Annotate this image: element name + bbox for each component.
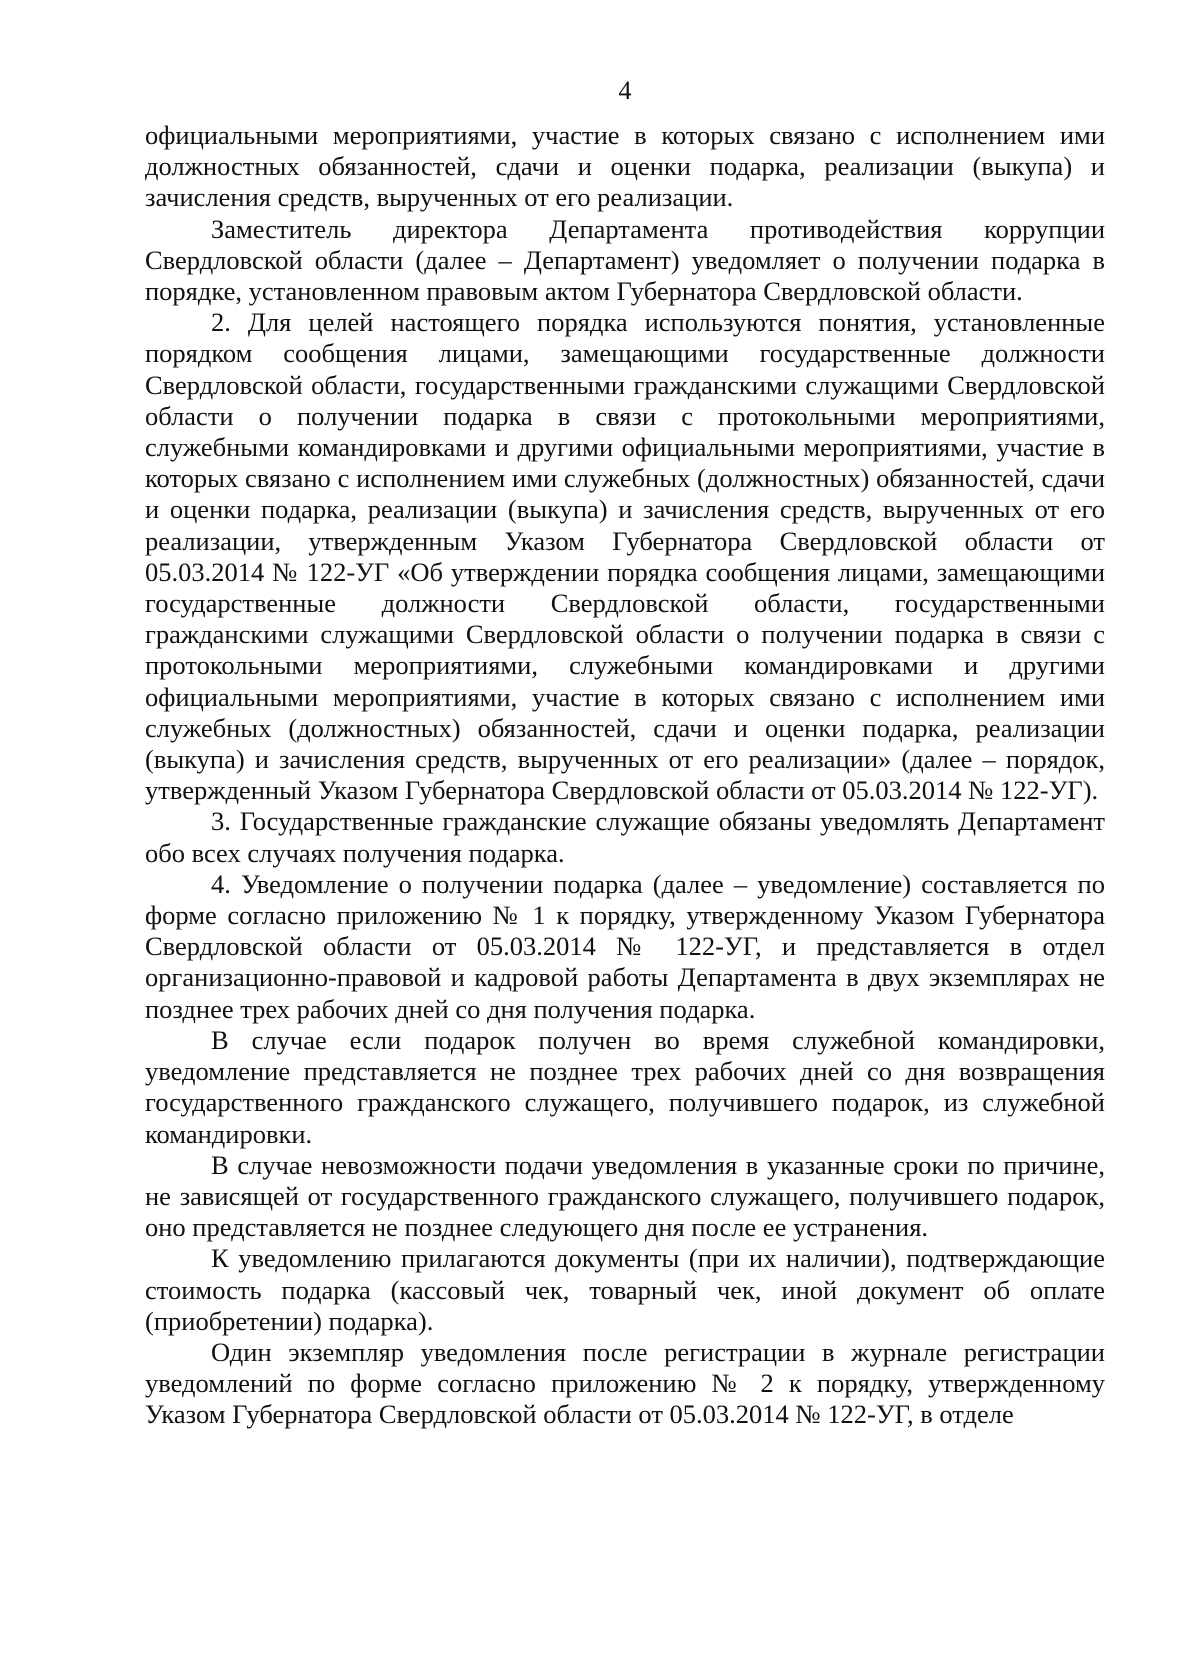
- page-number: 4: [618, 76, 632, 105]
- paragraph-business-trip: В случае если подарок получен во время служебной командировки, уведомление представляется не позднее трех рабочих дней со дня возвращения государственного гражданского служащего, получившего подарок, из служебной командировки.: [145, 1024, 1105, 1149]
- paragraph-registration: Один экземпляр уведомления после регистрации в журнале регистрации уведомлений по форме согласно приложению № 2 к порядку, утвержденному Указом Губернатора Свердловской области от 05.03.2014 № 122-УГ, в отделе: [145, 1336, 1105, 1430]
- paragraph-continuation: официальными мероприятиями, участие в которых связано с исполнением ими должностных обязанностей, сдачи и оценки подарка, реализации (выкупа) и зачисления средств, вырученных от его реализации.: [145, 120, 1105, 213]
- document-body: [145, 120, 1105, 1431]
- paragraph-item-4: 4. Уведомление о получении подарка (далее – уведомление) составляется по форме согласно приложению № 1 к порядку, утвержденному Указом Губернатора Свердловской области от 05.03.2014 № 122-УГ, и представляется в отдел организационно-правовой и кадровой работы Департамента в двух экземплярах не позднее трех рабочих дней со дня получения подарка.: [145, 868, 1105, 1024]
- paragraph-attachments: К уведомлению прилагаются документы (при их наличии), подтверждающие стоимость подарка (кассовый чек, товарный чек, иной документ об оплате (приобретении) подарка).: [145, 1243, 1105, 1336]
- paragraph-item-3: 3. Государственные гражданские служащие обязаны уведомлять Департамент обо всех случаях получения подарка.: [145, 806, 1105, 868]
- paragraph-impossibility: В случае невозможности подачи уведомления в указанные сроки по причине, не зависящей от государственного гражданского служащего, получившего подарок, оно представляется не позднее следующего дня после ее устранения.: [145, 1149, 1105, 1243]
- paragraph-item-2: 2. Для целей настоящего порядка используются понятия, установленные порядком сообщения лицами, замещающими государственные должности Свердловской области, государственными гражданскими служащими Свердловской области о получении подарка в связи с протокольными мероприятиями, служебными командировками и другими официальными мероприятиями, участие в которых связано с исполнением ими служебных (должностных) обязанностей, сдачи и оценки подарка, реализации (выкупа) и зачисления средств, вырученных от его реализации, утвержденным Указом Губернатора Свердловской области от 05.03.2014 № 122-УГ «Об утверждении порядка сообщения лицами, замещающими государственные должности Свердловской области, государственными гражданскими служащими Свердловской области о получении подарка в связи с протокольными мероприятиями, служебными командировками и другими официальными мероприятиями, участие в которых связано с исполнением ими служебных (должностных) обязанностей, сдачи и оценки подарка, реализации (выкупа) и зачисления средств, вырученных от его реализации» (далее – порядок, утвержденный Указом Губернатора Свердловской области от 05.03.2014 № 122-УГ).: [145, 307, 1105, 806]
- paragraph-deputy-director: Заместитель директора Департамента противодействия коррупции Свердловской области (далее – Департамент) уведомляет о получении подарка в порядке, установленном правовым актом Губернатора Свердловской области.: [145, 213, 1105, 307]
